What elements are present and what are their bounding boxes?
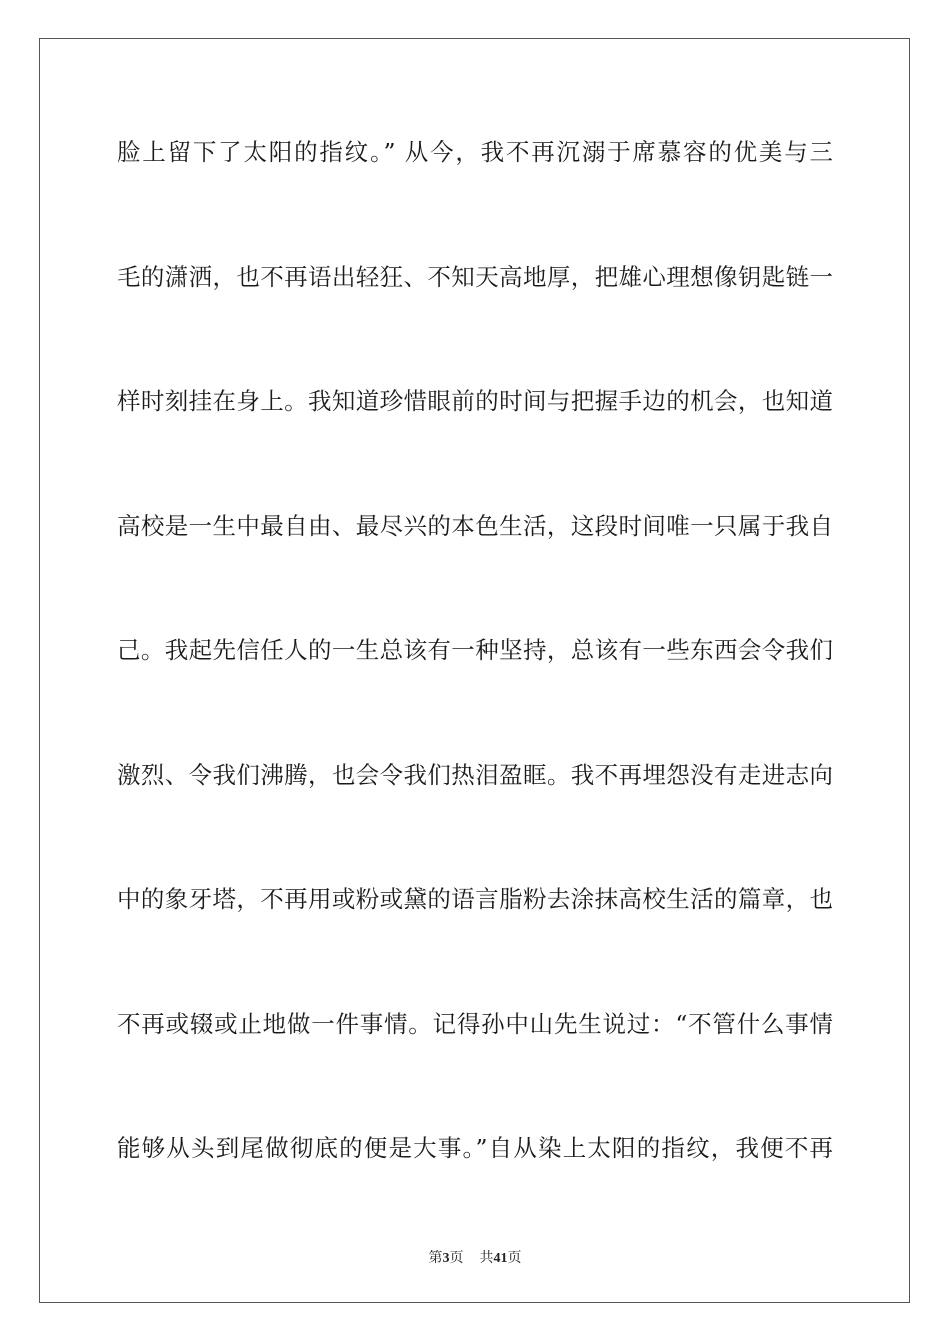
total-pages: 41 <box>493 1251 508 1266</box>
text-line: 激烈、令我们沸腾，也会令我们热泪盈眶。我不再埋怨没有走进志向 <box>117 760 833 789</box>
page-footer <box>0 1247 950 1267</box>
text-line: 毛的潇洒，也不再语出轻狂、不知天高地厚，把雄心理想像钥匙链一 <box>117 262 833 291</box>
text-line: 能够从头到尾做彻底的便是大事。”自从染上太阳的指纹，我便不再 <box>117 1134 833 1162</box>
total-suffix: 页 <box>507 1251 522 1266</box>
text-line: 不再或辍或止地做一件事情。记得孙中山先生说过：“不管什么事情 <box>117 1009 833 1038</box>
body-text <box>117 126 833 1247</box>
text-line: 高校是一生中最自由、最尽兴的本色生活，这段时间唯一只属于我自 <box>117 511 833 540</box>
text-line: 中的象牙塔，不再用或粉或黛的语言脂粉去涂抹高校生活的篇章，也 <box>117 885 833 913</box>
total-prefix: 共 <box>479 1251 494 1266</box>
page-suffix: 页 <box>449 1251 464 1266</box>
page-prefix: 第 <box>428 1251 443 1266</box>
page-number: 3 <box>442 1251 450 1266</box>
text-line: 样时刻挂在身上。我知道珍惜眼前的时间与把握手边的机会，也知道 <box>117 387 833 415</box>
text-line: 脸上留下了太阳的指纹。” 从今，我不再沉溺于席慕容的优美与三 <box>117 138 833 166</box>
text-line: 己。我起先信任人的一生总该有一种坚持，总该有一些东西会令我们 <box>117 636 833 664</box>
